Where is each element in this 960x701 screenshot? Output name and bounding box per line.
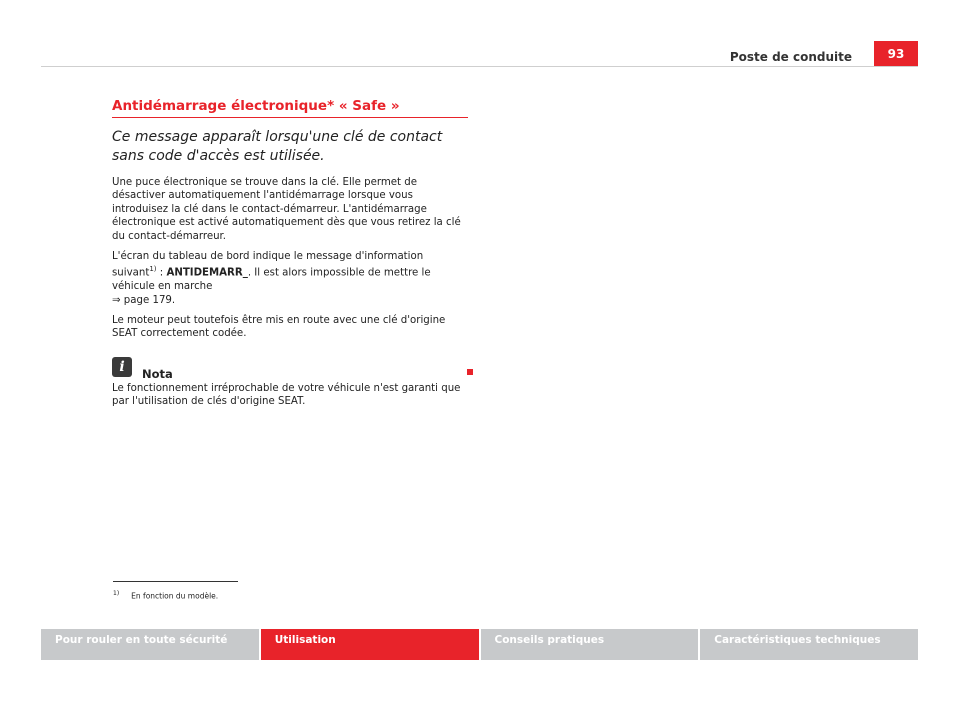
page-reference-link[interactable]: ⇒ page 179.	[112, 294, 176, 306]
header-section-title: Poste de conduite	[729, 50, 852, 64]
bottom-navigation	[41, 629, 918, 660]
paragraph-1: Une puce électronique se trouve dans la clé. Elle permet de désactiver automatiquement l'antidémarrage lorsque vous introduisez la clé dans le contact-démarreur. L'antidémarrage électronique est activé automatiquement dès que vous retirez la clé du contact-démarreur.	[112, 177, 461, 242]
footnote-divider	[113, 581, 238, 582]
intro-text: Ce message apparaît lorsqu'une clé de contact sans code d'accès est utilisée.	[112, 129, 443, 164]
footnote-marker: 1)	[113, 590, 120, 597]
nav-tab-securite[interactable]: Pour rouler en toute sécurité	[41, 629, 259, 660]
nav-tab-utilisation[interactable]: Utilisation	[261, 629, 479, 660]
info-note-icon: i	[112, 357, 132, 377]
paragraph-2-text-a: L'écran du tableau de bord indique le message d'information suivant	[112, 251, 424, 279]
section-end-marker	[467, 369, 473, 375]
paragraph-2	[112, 250, 468, 307]
note-text: Le fonctionnement irréprochable de votre véhicule n'est garanti que par l'utilisation de clés d'origine SEAT.	[112, 382, 461, 408]
nav-tab-caracteristiques[interactable]: Caractéristiques techniques	[700, 629, 918, 660]
note-label: Nota	[142, 366, 173, 381]
nav-tab-conseils[interactable]: Conseils pratiques	[481, 629, 699, 660]
footnote-text: En fonction du modèle.	[131, 591, 219, 601]
page-number: 93	[874, 41, 918, 67]
footnote-ref[interactable]: 1)	[149, 265, 157, 274]
footnote	[113, 590, 218, 601]
section-title: Antidémarrage électronique* « Safe »	[112, 98, 468, 118]
content-column	[112, 98, 468, 409]
header-divider	[41, 66, 918, 67]
paragraph-2-colon: :	[156, 267, 167, 279]
paragraph-2-text-b: . Il est alors impossible de mettre le véhicule en marche	[112, 267, 431, 293]
display-message-code: ANTIDEMARR_	[166, 267, 248, 279]
note-header	[112, 357, 468, 381]
paragraph-3: Le moteur peut toutefois être mis en route avec une clé d'origine SEAT correctement codée.	[112, 315, 446, 340]
